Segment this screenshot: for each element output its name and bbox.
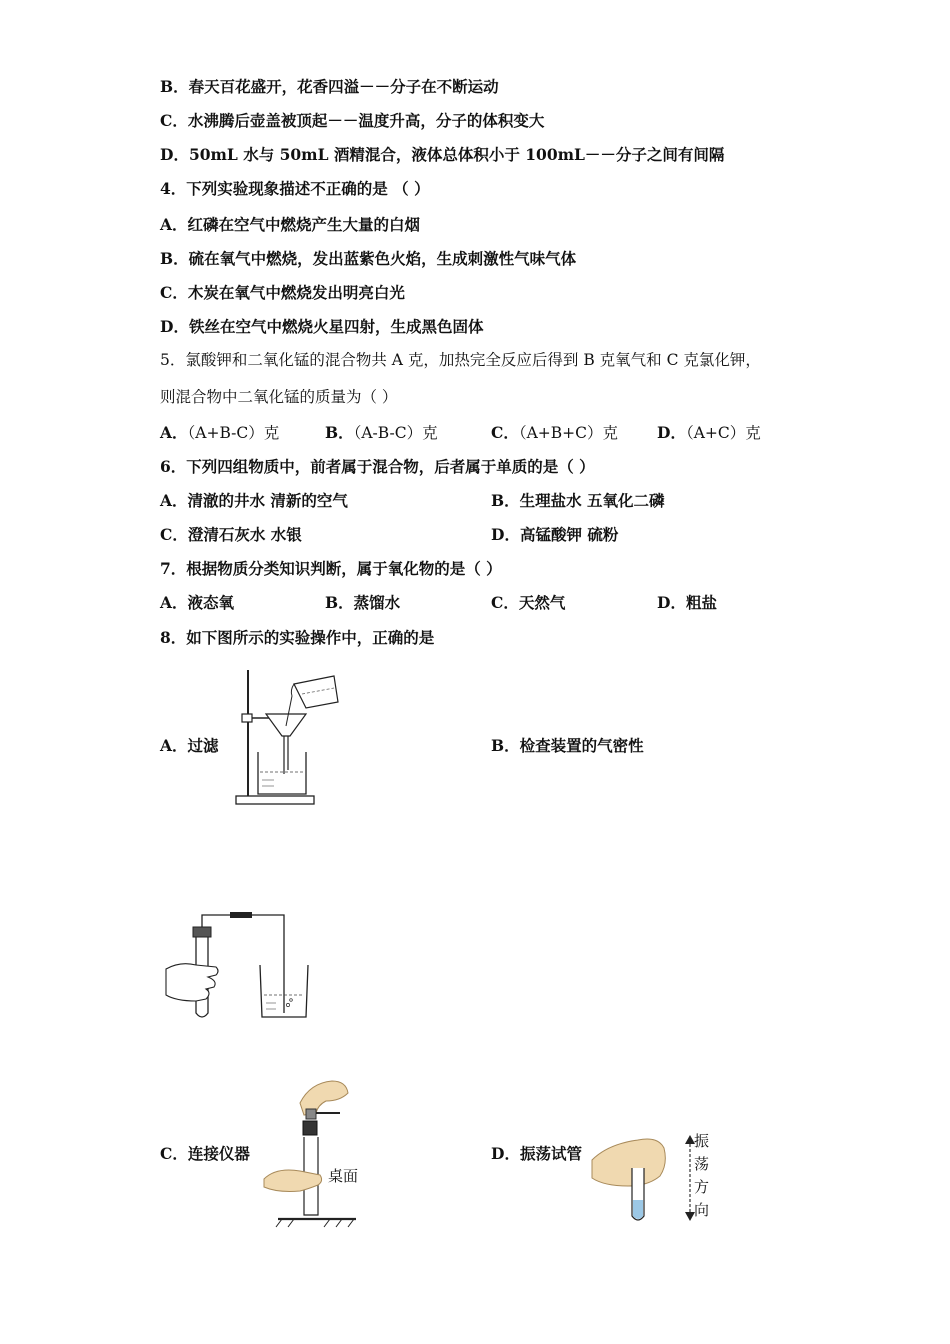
q4-option-d: D．铁丝在空气中燃烧火星四射，生成黑色固体 <box>160 317 484 336</box>
filtration-figure <box>230 662 350 812</box>
q5-option-a-text: （A+B-C）克 <box>187 424 280 442</box>
q4-option-c: C．木炭在氧气中燃烧发出明亮白光 <box>160 283 405 302</box>
q6-option-c: C．澄清石灰水 水银 <box>160 525 302 544</box>
desk-hatch-4 <box>336 1219 342 1227</box>
q7-option-a: A．液态氧 <box>160 593 235 612</box>
q5-stem-line1: 5．氯酸钾和二氧化锰的混合物共 A 克，加热完全反应后得到 B 克氧气和 C 克氯化钾， <box>160 351 761 369</box>
desk-hatch-1 <box>276 1219 282 1227</box>
q3-option-c: C．水沸腾后壶盖被顶起－－温度升高，分子的体积变大 <box>160 111 545 130</box>
bubble-2 <box>290 999 293 1002</box>
q5-stem-line2: 则混合物中二氧化锰的质量为（ ） <box>160 388 398 406</box>
airtightness-figure <box>160 905 310 1025</box>
shake-direction-label <box>694 1130 712 1222</box>
shake-label-char-1: 振 <box>694 1132 710 1150</box>
q4-option-a: A．红磷在空气中燃烧产生大量的白烟 <box>160 215 421 234</box>
q5-option-a-letter: A． <box>160 423 188 442</box>
shaking-diagram <box>588 1128 678 1224</box>
shake-label-char-3: 方 <box>694 1178 710 1196</box>
rubber-stopper <box>193 927 211 937</box>
q6-option-d: D．高锰酸钾 硫粉 <box>491 525 619 544</box>
desk-hatch-5 <box>348 1219 354 1227</box>
q6-option-a: A．清澈的井水 清新的空气 <box>160 491 348 510</box>
shaking-figure <box>588 1128 678 1224</box>
q6-option-b: B．生理盐水 五氧化二磷 <box>491 491 665 510</box>
q5-option-c <box>491 423 618 443</box>
q7-stem: 7．根据物质分类知识判断，属于氧化物的是（ ） <box>160 559 502 578</box>
q5-option-d <box>657 423 761 443</box>
hand-gripping-tube <box>166 964 218 1001</box>
q5-option-b-text: （A-B-C）克 <box>353 424 438 442</box>
pouring-beaker <box>294 676 338 708</box>
stand-base <box>236 796 314 804</box>
stopper-with-tube <box>306 1109 316 1119</box>
hand-holding-tube <box>592 1139 665 1186</box>
q5-option-d-letter: D． <box>657 423 686 442</box>
pouring-spout <box>291 684 294 696</box>
q4-option-b: B．硫在氧气中燃烧，发出蓝紫色火焰，生成刺激性气味气体 <box>160 249 577 268</box>
delivery-tube-left <box>202 915 230 927</box>
q5-option-c-letter: C． <box>491 423 519 442</box>
q7-option-b: B．蒸馏水 <box>325 593 401 612</box>
q3-option-d: D．50mL 水与 50mL 酒精混合，液体总体积小于 100mL－－分子之间有间隔 <box>160 145 725 164</box>
connecting-figure <box>260 1075 370 1230</box>
shake-label-char-2: 荡 <box>694 1155 710 1173</box>
q5-option-c-text: （A+B+C）克 <box>518 424 619 442</box>
q5-option-d-text: （A+C）克 <box>685 424 761 442</box>
clamp-boss <box>242 714 252 722</box>
q4-stem: 4．下列实验现象描述不正确的是 （ ） <box>160 179 430 198</box>
delivery-tube-right <box>252 915 284 1013</box>
airtightness-diagram <box>160 905 310 1025</box>
q7-option-d: D．粗盐 <box>657 593 717 612</box>
q7-option-c: C．天然气 <box>491 593 566 612</box>
q5-option-b-letter: B． <box>325 423 354 442</box>
q8-option-c: C．连接仪器 <box>160 1144 250 1163</box>
q6-stem: 6．下列四组物质中，前者属于混合物，后者属于单质的是（ ） <box>160 457 595 476</box>
q8-option-b: B．检查装置的气密性 <box>491 736 644 755</box>
desk-hatch-3 <box>324 1219 330 1227</box>
desk-hatch-2 <box>288 1219 294 1227</box>
filtration-diagram <box>230 662 350 812</box>
q8-option-a: A．过滤 <box>160 736 219 755</box>
q5-option-b <box>325 423 438 443</box>
q8-stem: 8．如下图所示的实验操作中，正确的是 <box>160 628 435 647</box>
shake-label-char-4: 向 <box>694 1201 710 1219</box>
bubble-1 <box>286 1003 289 1006</box>
rubber-stopper-c <box>303 1121 317 1135</box>
q5-option-a <box>160 423 279 443</box>
receiving-beaker <box>258 752 306 794</box>
connecting-diagram <box>260 1075 370 1230</box>
q3-option-b: B．春天百花盛开，花香四溢－－分子在不断运动 <box>160 77 499 96</box>
tube-liquid <box>633 1200 643 1219</box>
desk-label: 桌面 <box>328 1167 359 1185</box>
q8-option-d: D．振荡试管 <box>491 1144 582 1163</box>
rubber-connector <box>230 912 252 918</box>
